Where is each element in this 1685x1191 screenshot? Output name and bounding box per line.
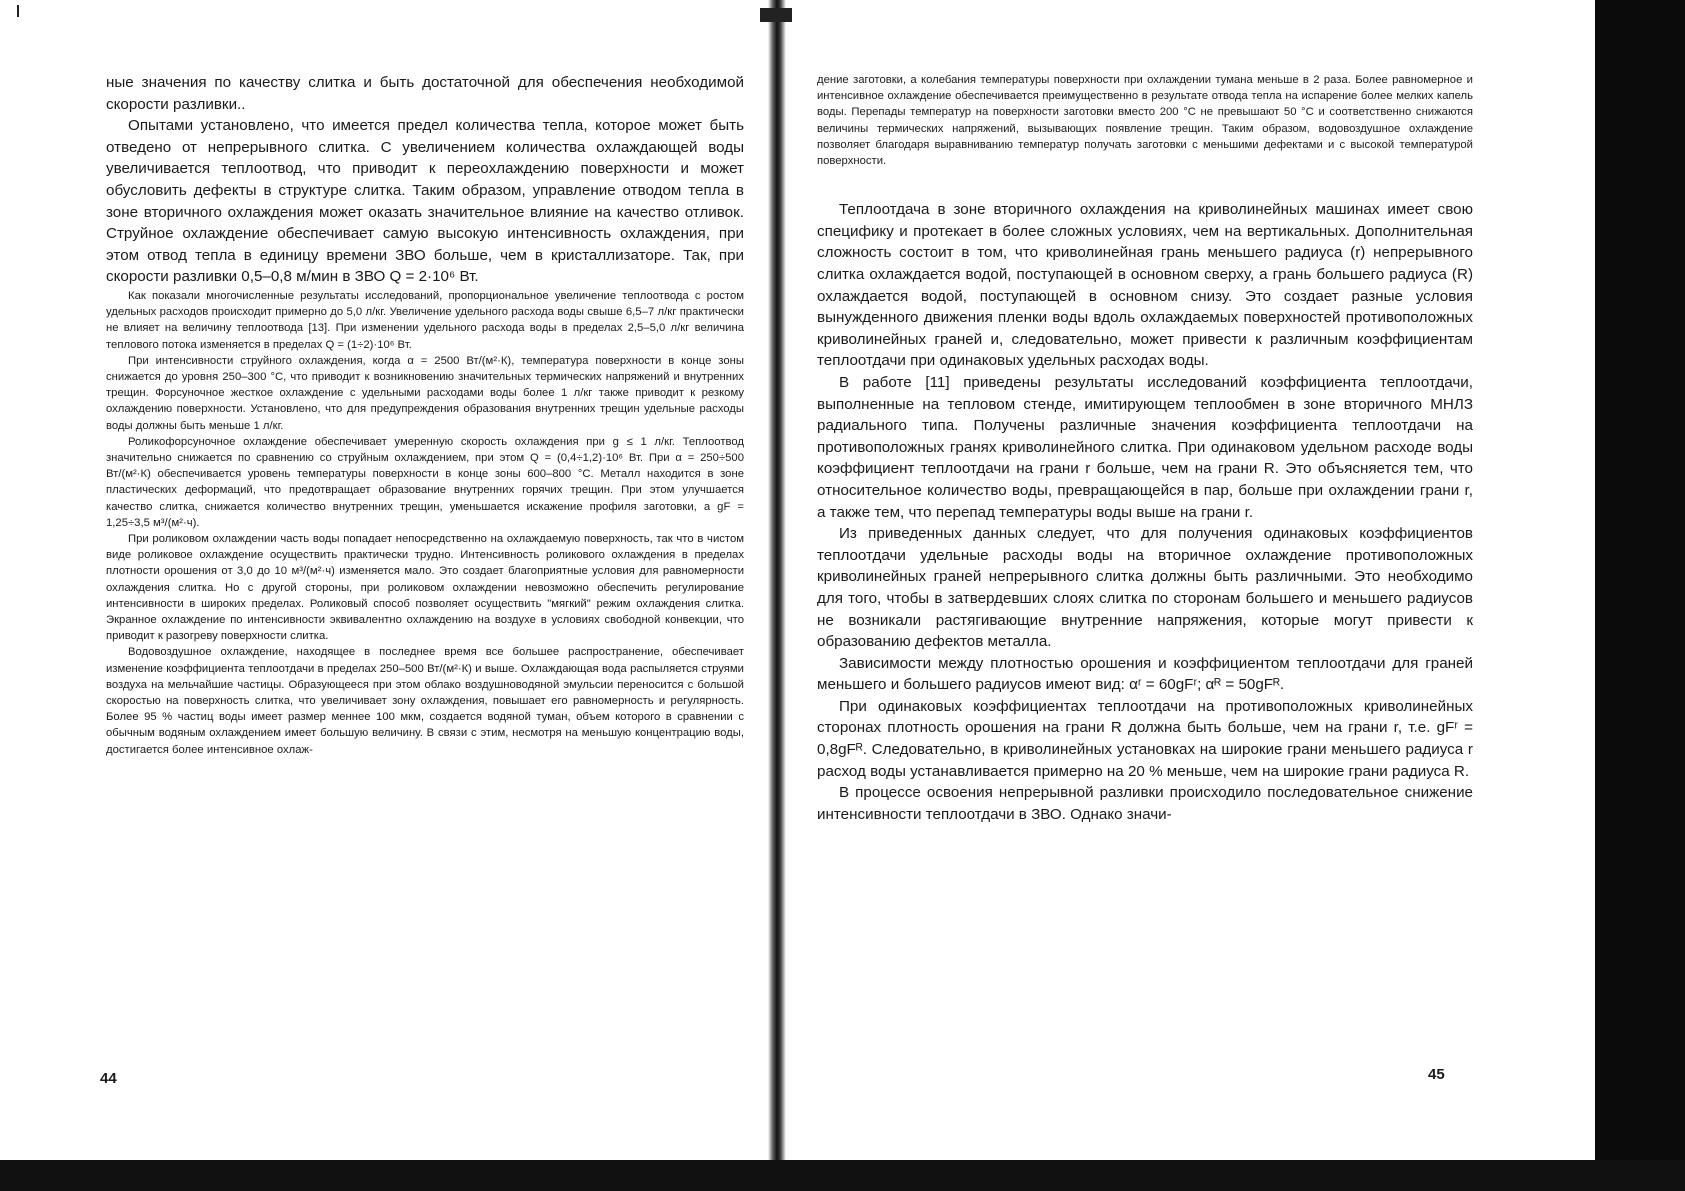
paragraph: При роликовом охлаждении часть воды попадает непосредственно на охлаждаемую поверхность, так что в чистом виде роликовое охлаждение осуществить практически трудно. Интенсивность роликового охлаждения в пределах плотности орошения от 3,0 до 10 м³/(м²·ч) изменяется мало. Это создает благоприятные условия для равномерности охлаждения слитка. Но с другой стороны, при роликовом охлаждении невозможно обеспечить регулирование интенсивности в широких пределах. Роликовый способ позволяет осуществить "мягкий" режим охлаждения слитка. Экранное охлаждение по интенсивности эквивалентно охлаждению на воздухе в условиях свободной конвекции, что приводит к разогреву поверхности слитка. xyxy=(106,532,744,643)
paragraph: Водовоздушное охлаждение, находящее в последнее время все большее распространение, обеспечивает изменение коэффициента теплоотдачи в пределах 250–500 Вт/(м²·К) и выше. Охлаждающая вода распыляется струями воздуха на мельчайшие частицы. Образующееся при этом облако воздушноводяной эмульсии переносится с большой скоростью на поверхность слитка, что увеличивает зону охлаждения, повышает его равномерность и регулярность. Более 95 % частиц воды имеет размер меннее 100 мкм, создается водяной туман, объем которого в сравнении с обычным водяным охлаждением имеет большую величину. В связи с этим, несмотря на меньшую концентрацию воды, достигается более интенсивное охлаж- xyxy=(106,646,744,756)
paragraph: ные значения по качеству слитка и быть достаточной для обеспечения необходимой скорости разливки.. xyxy=(106,74,744,113)
page-number-right: 45 xyxy=(1428,1066,1445,1083)
scan-mark xyxy=(17,5,19,17)
paragraph: Из приведенных данных следует, что для получения одинаковых коэффициентов теплоотдачи удельные расходы воды на вторичное охлаждение противоположных криволинейных граней непрерывного слитка должны быть различными. Это необходимо для того, чтобы в затвердевших слоях слитка по сторонам большего и меньшего радиусов не возникали растягивающие внутренние напряжения, которые могут привести к образованию дефектов металла. xyxy=(817,525,1473,651)
scan-border-bottom xyxy=(0,1160,1685,1191)
paragraph: Как показали многочисленные результаты исследований, пропорциональное увеличение теплоотвода с ростом удельных расходов происходит примерно до 5,0 л/кг. Увеличение удельного расхода воды свыше 6,5–7 л/кг практически не влияет на величину теплоотвода [13]. При изменении удельного расхода воды в пределах 2,5–5,0 л/кг величина теплового потока изменяется в пределах Q = (1÷2)·10⁶ Вт. xyxy=(106,289,744,351)
gutter-top-mark xyxy=(760,8,792,22)
paragraph: Опытами установлено, что имеется предел количества тепла, которое может быть отведено от непрерывного слитка. С увеличением количества охлаждающей воды увеличивается теплоотвод, что приводит к переохлаждению поверхности и может обусловить дефекты в структуре слитка. Таким образом, управление отводом тепла в зоне вторичного охлаждения может оказать значительное влияние на качество отливок. Струйное охлаждение обеспечивает самую высокую интенсивность охлаждения, при этом отвод тепла в единицу времени ЗВО больше, чем в кристаллизаторе. Так, при скорости разливки 0,5–0,8 м/мин в ЗВО Q = 2·10⁶ Вт. xyxy=(106,117,744,286)
book-gutter xyxy=(768,0,786,1170)
paragraph: Роликофорсуночное охлаждение обеспечивает умеренную скорость охлаждения при g ≤ 1 л/кг. Теплоотвод значительно снижается по сравнению со струйным охлаждением, при этом Q = (0,4÷1,2)·10⁶ Вт. При α = 250÷500 Вт/(м²·К) обеспечивается уровень температуры поверхности в конце зоны 600–800 °С. Металл находится в зоне пластических деформаций, что предотвращает образование внутренних горячих трещин. При этом улучшается качество слитка, снижается количество внутренних трещин, уменьшается искажение профиля заготовки, а gF = 1,25÷3,5 м³/(м²·ч). xyxy=(106,435,744,529)
paragraph: В процессе освоения непрерывной разливки происходило последовательное снижение интенсивности теплоотдачи в ЗВО. Однако значи- xyxy=(817,784,1473,823)
paragraph: дение заготовки, а колебания температуры поверхности при охлаждении тумана меньше в 2 раза. Более равномерное и интенсивное охлаждение обеспечивается преимущественно в результате отвода тепла на испарение более мелких капель воды. Перепады температур на поверхности заготовки вместо 200 °С не превышают 50 °С и соответственно снижаются величины термических напряжений, вызывающих появление трещин. Таким образом, водовоздушное охлаждение позволяет благодаря выравниванию температур получать заготовки с меньшими дефектами и с высокой температурой поверхности. xyxy=(817,74,1473,168)
paragraph: При интенсивности струйного охлаждения, когда α = 2500 Вт/(м²·К), температура поверхности в конце зоны снижается до уровня 250–300 °С, что приводит к возникновению значительных термических напряжений и внутренних трещин. Форсуночное жесткое охлаждение с удельными расходами воды более 1 л/кг также приводит к резкому охлаждению поверхности. Установлено, что для предупреждения образования внутренних трещин удельные расходы воды должны быть меньше 1 л/кг. xyxy=(106,354,744,432)
right-page xyxy=(817,72,1473,1102)
paragraph: Теплоотдача в зоне вторичного охлаждения на криволинейных машинах имеет свою специфику и протекает в более сложных условиях, чем на вертикальных. Дополнительная сложность состоит в том, что криволинейная грань меньшего радиуса (r) непрерывного слитка охлаждается водой, поступающей в основном сверху, а грань большего радиуса (R) охлаждается водой, поступающей в основном снизу. Это создает разные условия вынужденного движения пленки воды вдоль охлаждаемых поверхностей противоположных криволинейных граней и, следовательно, может привести к различным коэффициентам теплоотдачи при одинаковых удельных расходах воды. xyxy=(817,201,1473,370)
paragraph: Зависимости между плотностью орошения и коэффициентом теплоотдачи для граней меньшего и большего радиусов имеют вид: αʳ = 60gFʳ; αᴿ = 50gFᴿ. xyxy=(817,654,1473,694)
left-page xyxy=(106,72,744,1102)
scan-border-right xyxy=(1595,0,1685,1191)
page-number-left: 44 xyxy=(100,1070,117,1087)
paragraph-gap xyxy=(817,169,1473,199)
paragraph: При одинаковых коэффициентах теплоотдачи на противоположных криволинейных сторонах плотность орошения на грани R должна быть больше, чем на грани r, т.е. gFʳ = 0,8gFᴿ. Следовательно, в криволинейных установках на широкие грани меньшего радиуса r расход воды устанавливается примерно на 20 % меньше, чем на широкие грани радиуса R. xyxy=(817,697,1473,780)
paragraph: В работе [11] приведены результаты исследований коэффициента теплоотдачи, выполненные на тепловом стенде, имитирующем теплообмен в зоне вторичного МНЛЗ радиального типа. Получены различные значения коэффициента теплоотдачи на противоположных гранях криволинейного слитка. При одинаковом удельном расходе воды коэффициент теплоотдачи на грани r больше, чем на грани R. Это объясняется тем, что относительное количество воды, превращающейся в пар, больше при охлаждении грани r, а также тем, что перепад температуры воды выше на грани r. xyxy=(817,373,1473,521)
